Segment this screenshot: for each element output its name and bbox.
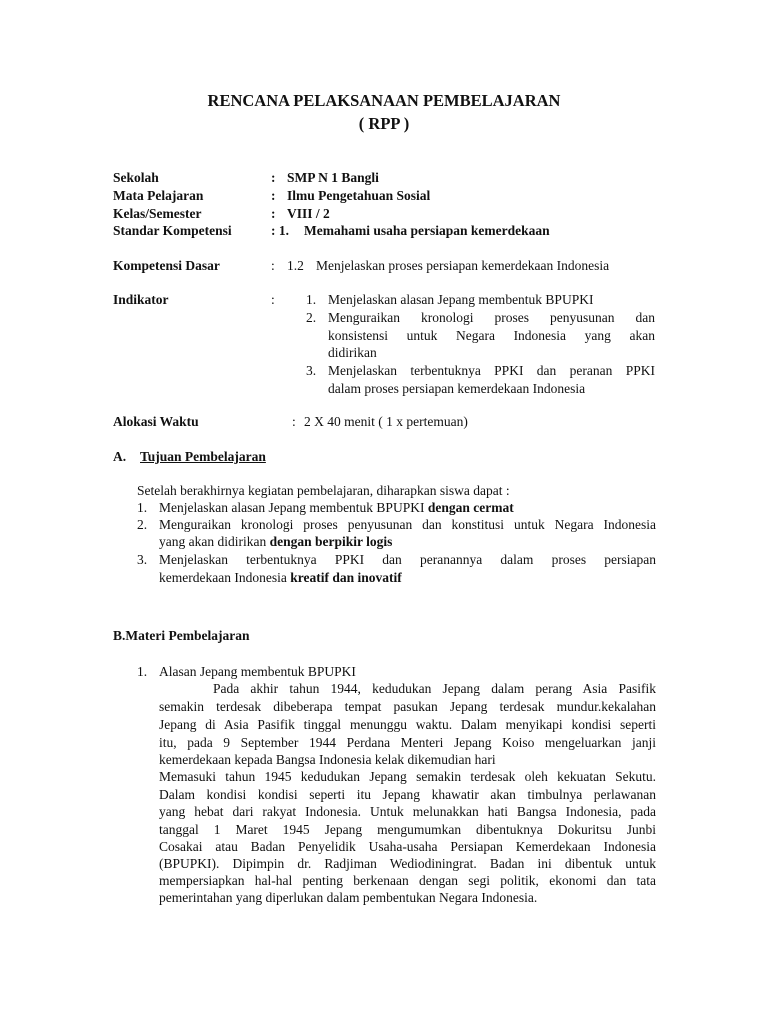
sep-standar-kompetensi: : 1. — [271, 223, 289, 238]
tujuan-bold: dengan berpikir logis — [269, 534, 393, 549]
materi-para2-line: Dalam kondisi kondisi seperti itu Jepang khawatir akan timbulnya perlawanan — [159, 787, 656, 802]
value-standar-kompetensi: Memahami usaha persiapan kemerdekaan — [304, 223, 550, 238]
materi-para1-line: Pada akhir tahun 1944, kedudukan Jepang dalam perang Asia Pasifik — [213, 681, 656, 696]
sep-kompetensi-dasar: : — [271, 258, 275, 273]
indikator-line: Menguraikan kronologi proses penyusunan dan — [328, 310, 655, 325]
indikator-line: didirikan — [328, 345, 377, 360]
kompetensi-number: 1.2 — [287, 258, 304, 273]
tujuan-intro: Setelah berakhirnya kegiatan pembelajaran, diharapkan siswa dapat : — [137, 483, 510, 498]
tujuan-line — [159, 569, 402, 587]
tujuan-text: kemerdekaan Indonesia — [159, 570, 287, 585]
materi-num: 1. — [137, 664, 148, 679]
tujuan-num: 2. — [137, 517, 148, 532]
materi-para1-line: Jepang di Asia Pasifik tinggal menunggu waktu. Dalam menyikapi kondisi seperti — [159, 717, 656, 732]
materi-para1-line: itu, pada 9 September 1944 Perdana Menteri Jepang Koiso mengeluarkan janji — [159, 735, 656, 750]
label-kelas-semester: Kelas/Semester — [113, 206, 202, 221]
tujuan-line — [159, 499, 514, 517]
label-alokasi-waktu: Alokasi Waktu — [113, 414, 199, 429]
indikator-num: 1. — [306, 292, 317, 307]
tujuan-num: 1. — [137, 500, 148, 515]
sep-indikator: : — [271, 292, 275, 307]
tujuan-text: Menjelaskan alasan Jepang membentuk BPUPKI — [159, 500, 425, 515]
sep-alokasi-waktu: : — [292, 414, 296, 429]
doc-title: RENCANA PELAKSANAAN PEMBELAJARAN — [207, 91, 561, 110]
materi-para2-line: yang hebat dari rakyat Indonesia. Untuk melunakkan hati Bangsa Indonesia, pada — [159, 804, 656, 819]
tujuan-num: 3. — [137, 552, 148, 567]
label-indikator: Indikator — [113, 292, 169, 307]
materi-para2-line: tanggal 1 Maret 1945 Jepang mengumumkan dibentuknya Dokuritsu Junbi — [159, 822, 656, 837]
doc-subtitle: ( RPP ) — [358, 114, 410, 133]
tujuan-line: Menjelaskan terbentuknya PPKI dan peranannya dalam proses persiapan — [159, 552, 656, 567]
tujuan-line: Menguraikan kronologi proses penyusunan dan konstitusi untuk Negara Indonesia — [159, 517, 656, 532]
section-a-letter: A. — [113, 449, 127, 464]
sep-sekolah: : — [271, 170, 276, 185]
materi-para2-line: Memasuki tahun 1945 kedudukan Jepang semakin terdesak oleh kekuatan Sekutu. — [159, 769, 656, 784]
indikator-line: Menjelaskan terbentuknya PPKI dan peranan PPKI — [328, 363, 655, 378]
value-kompetensi-dasar: Menjelaskan proses persiapan kemerdekaan Indonesia — [316, 258, 610, 273]
label-sekolah: Sekolah — [113, 170, 159, 185]
indikator-num: 2. — [306, 310, 317, 325]
materi-para2-line: mempersiapkan hal-hal penting berkenaan dengan segi politik, ekonomi dan tata — [159, 873, 656, 888]
label-mata-pelajaran: Mata Pelajaran — [113, 188, 204, 203]
materi-para1-line: semakin terdesak dibeberapa tempat pasukan Jepang terdesak mundur.kekalahan — [159, 699, 656, 714]
tujuan-text: yang akan didirikan — [159, 534, 267, 549]
section-a-heading: Tujuan Pembelajaran — [140, 449, 266, 464]
value-sekolah: SMP N 1 Bangli — [287, 170, 379, 185]
materi-para2-line: Cosakai atau Badan Penyelidik Usaha-usaha Persiapan Kemerdekaan Indonesia — [159, 839, 656, 854]
indikator-line: Menjelaskan alasan Jepang membentuk BPUPKI — [328, 292, 594, 307]
sep-mata-pelajaran: : — [271, 188, 276, 203]
materi-para2-line: pemerintahan yang diperlukan dalam pembentukan Negara Indonesia. — [159, 890, 538, 905]
sep-kelas-semester: : — [271, 206, 276, 221]
value-mata-pelajaran: Ilmu Pengetahuan Sosial — [287, 188, 431, 203]
label-kompetensi-dasar: Kompetensi Dasar — [113, 258, 220, 273]
tujuan-bold: kreatif dan inovatif — [290, 570, 402, 585]
label-standar-kompetensi: Standar Kompetensi — [113, 223, 232, 238]
indikator-line: konsistensi untuk Negara Indonesia yang akan — [328, 328, 655, 343]
materi-para1-line: kemerdekaan kepada Bangsa Indonesia kelak dikemudian hari — [159, 752, 496, 767]
value-alokasi-waktu: 2 X 40 menit ( 1 x pertemuan) — [304, 414, 468, 429]
indikator-line: dalam proses persiapan kemerdekaan Indonesia — [328, 381, 586, 396]
materi-para2-line: (BPUPKI). Dipimpin dr. Radjiman Wediodiningrat. Badan ini dibentuk untuk — [159, 856, 656, 871]
tujuan-line — [159, 533, 392, 551]
indikator-num: 3. — [306, 363, 317, 378]
materi-item-title: Alasan Jepang membentuk BPUPKI — [159, 664, 356, 679]
section-b-heading: B.Materi Pembelajaran — [113, 628, 250, 643]
value-kelas-semester: VIII / 2 — [287, 206, 330, 221]
tujuan-bold: dengan cermat — [427, 500, 514, 515]
